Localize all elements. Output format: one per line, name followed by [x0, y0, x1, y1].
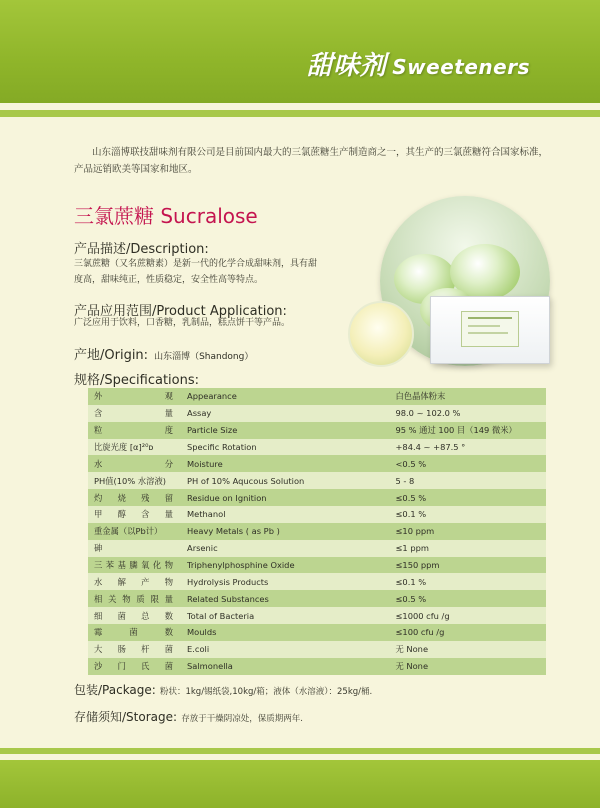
spec-name-en: Methanol	[183, 506, 391, 523]
spec-name-cn: 灼烧残留	[88, 489, 183, 506]
spec-name-en: Salmonella	[183, 658, 391, 675]
spec-row	[88, 472, 546, 489]
spec-name-cn: 沙门氏菌	[88, 658, 183, 675]
spec-value: +84.4 ~ +87.5 °	[391, 439, 546, 456]
spec-name-cn: 甲醇含量	[88, 506, 183, 523]
spec-row	[88, 540, 546, 557]
spec-value: 白色晶体粉末	[391, 388, 546, 405]
spec-row	[88, 489, 546, 506]
spec-value: 95 % 通过 100 目（149 微米）	[391, 422, 546, 439]
spec-row	[88, 506, 546, 523]
spec-row	[88, 439, 546, 456]
spec-value: ≤10 ppm	[391, 523, 546, 540]
application-heading: 产品应用范围/Product Application:	[74, 304, 287, 319]
spec-row	[88, 590, 546, 607]
spec-name-en: Specific Rotation	[183, 439, 391, 456]
spec-row	[88, 405, 546, 422]
spec-row	[88, 607, 546, 624]
spec-name-cn: 细菌总数	[88, 607, 183, 624]
package-heading: 包装/Package:	[74, 683, 156, 697]
spec-name-cn: 水解产物	[88, 573, 183, 590]
spec-value: <0.5 %	[391, 455, 546, 472]
title-cn: 甜味剂	[306, 51, 387, 81]
specifications-table	[88, 388, 546, 675]
spec-name-en: Triphenylphosphine Oxide	[183, 557, 391, 574]
spec-name-cn: 相关物质限量	[88, 590, 183, 607]
product-box-image	[430, 296, 550, 364]
spec-value: ≤0.1 %	[391, 573, 546, 590]
spec-value: ≤0.5 %	[391, 590, 546, 607]
spec-row	[88, 658, 546, 675]
spec-name-en: Moisture	[183, 455, 391, 472]
description-heading: 产品描述/Description:	[74, 242, 209, 257]
origin-heading	[74, 344, 253, 363]
spec-value: ≤1000 cfu /g	[391, 607, 546, 624]
spec-name-en: Related Substances	[183, 590, 391, 607]
spec-value: ≤100 cfu /g	[391, 624, 546, 641]
spec-row	[88, 455, 546, 472]
footer-band	[0, 760, 600, 808]
spec-name-en: Hydrolysis Products	[183, 573, 391, 590]
package-line	[74, 681, 372, 698]
spec-value: 5 - 8	[391, 472, 546, 489]
spec-value: 无 None	[391, 641, 546, 658]
spec-row	[88, 422, 546, 439]
spec-name-en: Particle Size	[183, 422, 391, 439]
spec-value: ≤1 ppm	[391, 540, 546, 557]
spec-name-en: E.coli	[183, 641, 391, 658]
origin-label: 产地/Origin:	[74, 348, 149, 363]
spec-name-en: Arsenic	[183, 540, 391, 557]
spec-name-cn: 含量	[88, 405, 183, 422]
spec-row	[88, 641, 546, 658]
spec-name-en: Moulds	[183, 624, 391, 641]
spec-name-cn: 水分	[88, 455, 183, 472]
spec-name-cn: 重金属（以Pb计）	[88, 523, 183, 540]
application-text: 广泛应用于饮料，口香糖，乳制品，糕点饼干等产品。	[74, 318, 291, 328]
company-intro: 山东淄博联技甜味剂有限公司是目前国内最大的三氯蔗糖生产制造商之一，其生产的三氯蔗糖符合国家标准，产品远销欧美等国家和地区。	[74, 147, 549, 175]
storage-line	[74, 708, 303, 725]
spec-row	[88, 557, 546, 574]
header-stripe	[0, 110, 600, 117]
title-en: Sweeteners	[392, 55, 530, 79]
spec-name-cn: 粒度	[88, 422, 183, 439]
specifications-heading: 规格/Specifications:	[74, 373, 199, 388]
spec-name-cn: 砷	[88, 540, 183, 557]
dessert-photo	[348, 301, 414, 367]
header-band	[0, 0, 600, 103]
spec-row	[88, 624, 546, 641]
description-text: 三氯蔗糖（又名蔗糖素）是新一代的化学合成甜味剂，具有甜度高，甜味纯正，性质稳定，安全性高等特点。	[74, 259, 318, 285]
spec-value: 98.0 ~ 102.0 %	[391, 405, 546, 422]
origin-value: 山东淄博（Shandong）	[154, 352, 254, 362]
spec-name-en: Assay	[183, 405, 391, 422]
spec-name-cn: 外观	[88, 388, 183, 405]
storage-heading: 存储须知/Storage:	[74, 710, 178, 724]
spec-name-en: Total of Bacteria	[183, 607, 391, 624]
spec-name-cn: 比旋光度 [α]²⁰ᴅ	[88, 439, 183, 456]
spec-value: 无 None	[391, 658, 546, 675]
spec-row	[88, 388, 546, 405]
spec-name-en: Appearance	[183, 388, 391, 405]
spec-name-en: PH of 10% Aqucous Solution	[183, 472, 391, 489]
footer-stripe	[0, 748, 600, 754]
storage-text: 存放于干燥阴凉处，保质期两年.	[181, 714, 303, 724]
spec-row	[88, 523, 546, 540]
package-text: 粉状：1kg/锡纸袋,10kg/箱；液体（水溶液）：25kg/桶.	[159, 687, 373, 697]
product-title: 三氯蔗糖 Sucralose	[74, 204, 258, 228]
spec-name-en: Residue on Ignition	[183, 489, 391, 506]
spec-row	[88, 573, 546, 590]
spec-value: ≤0.5 %	[391, 489, 546, 506]
spec-value: ≤0.1 %	[391, 506, 546, 523]
spec-name-cn: 大肠杆菌	[88, 641, 183, 658]
spec-name-cn: PH值(10% 水溶液)	[88, 472, 183, 489]
spec-name-cn: 霉菌数	[88, 624, 183, 641]
spec-name-cn: 三苯基膦氧化物	[88, 557, 183, 574]
spec-name-en: Heavy Metals ( as Pb )	[183, 523, 391, 540]
spec-value: ≤150 ppm	[391, 557, 546, 574]
page-title	[307, 45, 530, 82]
